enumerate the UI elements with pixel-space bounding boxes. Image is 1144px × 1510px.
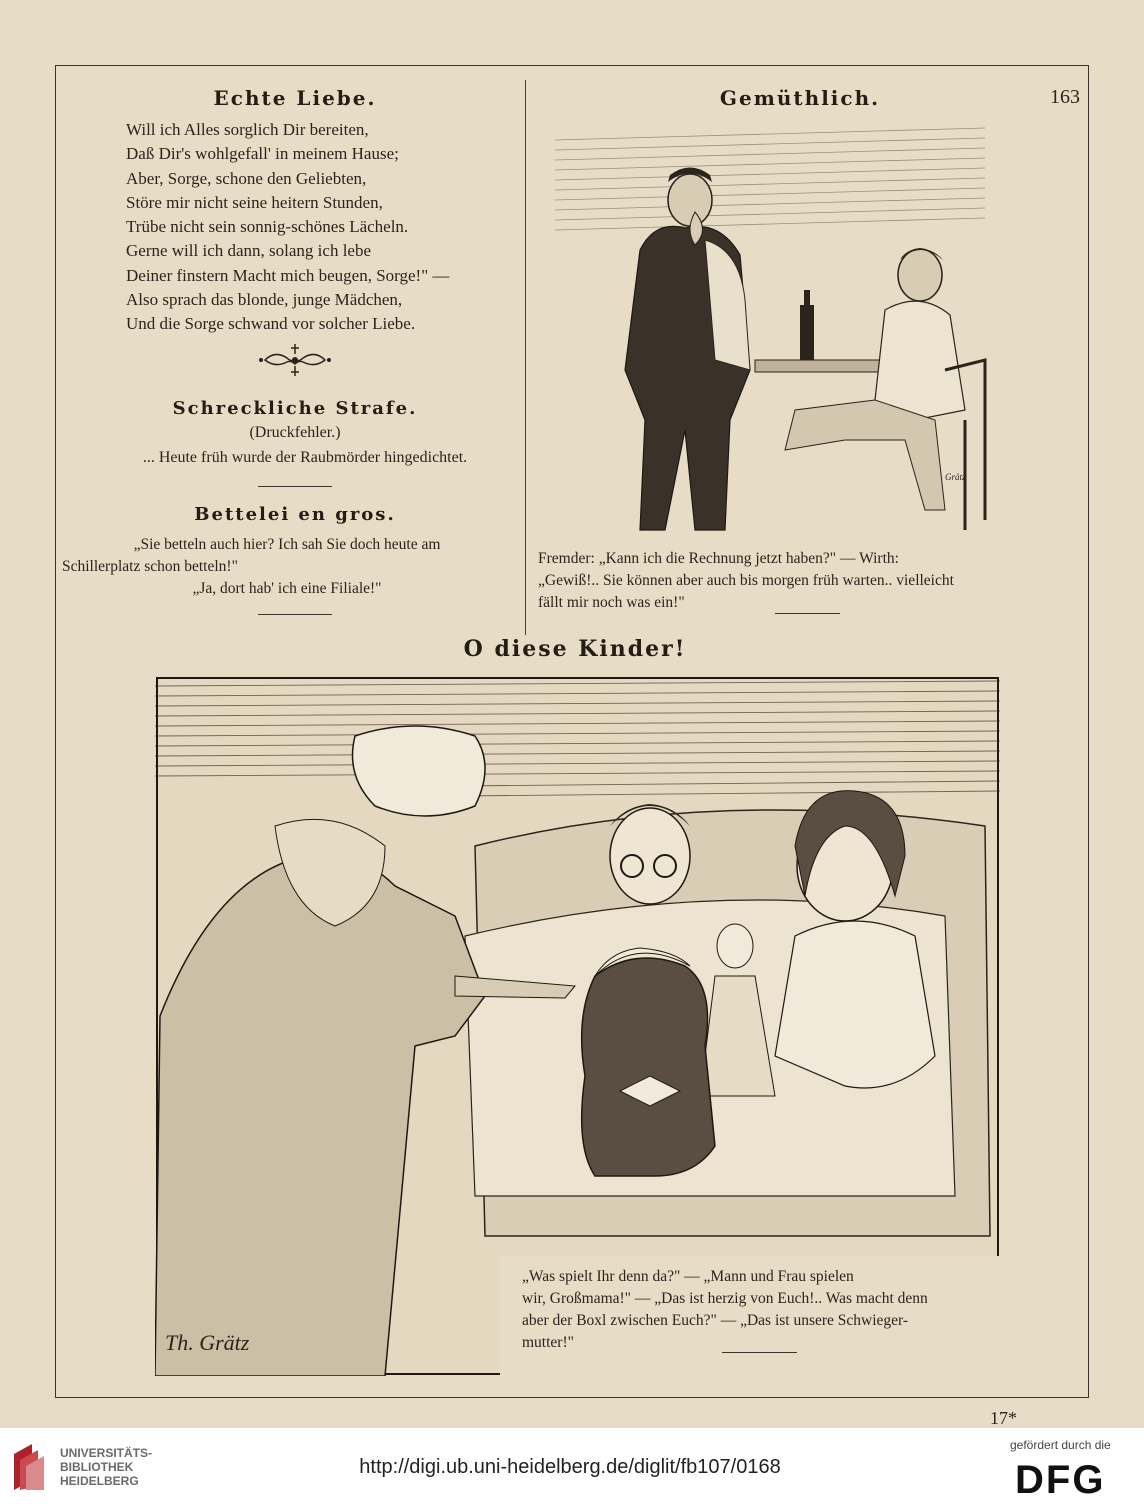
kinder-caption bbox=[522, 1266, 1022, 1354]
bettelei-line: Schillerplatz schon betteln!" bbox=[62, 558, 238, 575]
poem-line: Daß Dir's wohlgefall' in meinem Hause; bbox=[126, 144, 399, 164]
bettelei-line: „Ja, dort hab' ich eine Filiale!" bbox=[192, 580, 382, 597]
section-rule bbox=[722, 1352, 797, 1353]
poem-text bbox=[126, 118, 506, 337]
caption-line: Fremder: „Kann ich die Rechnung jetzt haben?" — Wirth: bbox=[538, 550, 899, 567]
footer-bar bbox=[0, 1428, 1144, 1510]
ornament-icon bbox=[255, 340, 335, 380]
library-name bbox=[60, 1446, 152, 1488]
svg-text:Grätz: Grätz bbox=[945, 472, 966, 482]
caption-line: wir, Großmama!" — „Das ist herzig von Euch!.. Was macht denn bbox=[522, 1290, 928, 1307]
poem-line: Aber, Sorge, schone den Geliebten, bbox=[126, 168, 367, 188]
poem-line: Deiner finstern Macht mich beugen, Sorge!" — bbox=[126, 265, 450, 285]
bettelei-title: Bettelei en gros. bbox=[194, 504, 396, 525]
poem-title: Echte Liebe. bbox=[213, 86, 377, 110]
poem-line: Also sprach das blonde, junge Mädchen, bbox=[126, 290, 403, 310]
poem-line: Will ich Alles sorglich Dir bereiten, bbox=[126, 120, 369, 139]
source-url[interactable]: http://digi.ub.uni-heidelberg.de/diglit/fb107/0168 bbox=[359, 1456, 781, 1478]
section-rule bbox=[775, 613, 840, 614]
library-emblem-icon bbox=[10, 1440, 52, 1494]
library-logo[interactable] bbox=[10, 1438, 170, 1498]
funding-label: gefördert durch die bbox=[1010, 1438, 1111, 1452]
sheet-number: 17* bbox=[990, 1408, 1017, 1428]
dfg-logo[interactable]: DFG bbox=[1015, 1458, 1106, 1502]
caption-line: mutter!" bbox=[522, 1334, 574, 1351]
strafe-text: ... Heute früh wurde der Raubmörder hingedichtet. bbox=[142, 449, 468, 466]
page-number: 163 bbox=[1050, 86, 1080, 108]
strafe-subtitle: (Druckfehler.) bbox=[249, 424, 341, 441]
library-name-line: UNIVERSITÄTS- bbox=[60, 1446, 153, 1460]
strafe-title: Schreckliche Strafe. bbox=[172, 398, 418, 419]
section-rule bbox=[258, 486, 332, 487]
caption-line: aber der Boxl zwischen Euch?" — „Das ist unsere Schwieger- bbox=[522, 1312, 909, 1329]
tavern-illustration bbox=[545, 120, 990, 545]
bettelei-text bbox=[62, 534, 512, 600]
library-name-line: BIBLIOTHEK bbox=[60, 1460, 134, 1474]
artist-signature: Th. Grätz bbox=[165, 1330, 250, 1355]
caption-line: fällt mir noch was ein!" bbox=[538, 594, 685, 611]
library-name-line: HEIDELBERG bbox=[60, 1474, 139, 1488]
column-divider bbox=[525, 80, 526, 635]
bettelei-line: „Sie betteln auch hier? Ich sah Sie doch heute am bbox=[133, 536, 441, 553]
caption-line: „Was spielt Ihr denn da?" — „Mann und Frau spielen bbox=[522, 1268, 854, 1285]
gemuethlich-caption bbox=[538, 548, 1068, 614]
poem-line: Und die Sorge schwand vor solcher Liebe. bbox=[126, 314, 416, 334]
caption-line: „Gewiß!.. Sie können aber auch bis morgen früh warten.. vielleicht bbox=[538, 572, 954, 589]
kinder-title: O diese Kinder! bbox=[463, 636, 687, 662]
section-rule bbox=[258, 614, 332, 615]
gemuethlich-title: Gemüthlich. bbox=[719, 86, 881, 110]
poem-line: Gerne will ich dann, solang ich lebe bbox=[126, 241, 372, 261]
poem-line: Störe mir nicht seine heitern Stunden, bbox=[126, 192, 383, 212]
poem-line: Trübe nicht sein sonnig-schönes Lächeln. bbox=[126, 217, 409, 237]
